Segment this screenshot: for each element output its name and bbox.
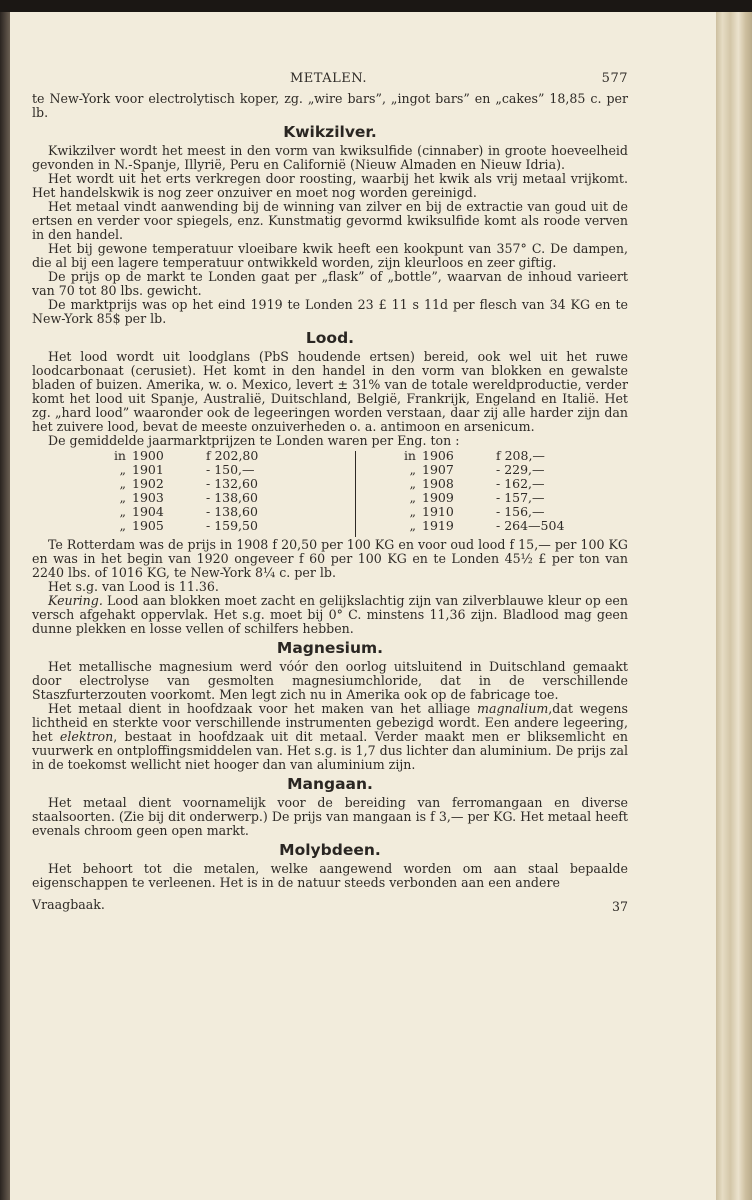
molybdeen-paragraph: Het behoort tot die metalen, welke aangewend worden om aan staal bepaalde eigenschappen te verleenen. Het is in de natuur steeds verbonden aan een andere [32, 861, 628, 890]
price-row: „ 1901 - 150,— [119, 462, 255, 477]
price-row: „ 1904 - 138,60 [119, 504, 258, 519]
price-table [32, 449, 628, 537]
page-content [32, 72, 628, 916]
price-table-intro: De gemiddelde jaarmarktprijzen te Londen waren per Eng. ton : [48, 433, 460, 448]
price-table-right-column [382, 449, 586, 533]
kwikzilver-paragraph: Het wordt uit het erts verkregen door roosting, waarbij het kwik als vrij metaal vrijkomt. Het handelskwik is nog zeer onzuiver en moet nog worden gereinigd. [32, 171, 628, 200]
mangaan-paragraph: Het metaal dient voornamelijk voor de bereiding van ferromangaan en diverse staalsoorten. (Zie bij dit onderwerp.) De prijs van mangaan is f 3,— per KG. Het metaal heeft evenals chroom geen open markt. [32, 795, 628, 838]
section-heading-mangaan: Mangaan. [287, 775, 373, 793]
price-row: „ 1907 - 229,— [409, 462, 545, 477]
price-table-left-column [92, 449, 296, 533]
price-row: „ 1905 - 159,50 [119, 518, 258, 533]
price-row: „ 1902 - 132,60 [119, 476, 258, 491]
page-number: 577 [601, 71, 628, 86]
running-title: METALEN. [290, 71, 367, 86]
kwikzilver-paragraph: De marktprijs was op het eind 1919 te Londen 23 £ 11 s 11d per flesch van 34 KG en te New-York 85$ per lb. [32, 297, 628, 326]
price-row: in 1906 f 208,— [403, 448, 545, 463]
kwikzilver-paragraph: De prijs op de markt te Londen gaat per „flask” of „bottle”, waarvan de inhoud varieert van 70 tot 80 lbs. gewicht. [32, 269, 628, 298]
price-row: „ 1908 - 162,— [409, 476, 545, 491]
kwikzilver-paragraph: Het bij gewone temperatuur vloeibare kwik heeft een kookpunt van 357° C. De dampen, die al bij een lagere temperatuur ontwikkeld worden, zijn kleurloos en zeer giftig. [32, 241, 628, 270]
lood-paragraph: Het s.g. van Lood is 11.36. [48, 579, 219, 594]
section-heading-lood: Lood. [305, 329, 355, 347]
running-header [32, 72, 628, 92]
intro-paragraph: te New-York voor electrolytisch koper, zg. „wire bars”, „ingot bars” en „cakes” 18,85 c. per lb. [32, 91, 628, 120]
page-edges [716, 12, 752, 1200]
magnesium-paragraph: Het metaal dient in hoofdzaak voor het maken van het alliage magnalium,dat wegens lichtheid en sterkte voor verschillende instrumenten gebezigd wordt. Een andere legeering, het elektron, bestaat in hoofdzaak uit dit metaal. Verder maakt men er bliksemlicht en vuurwerk en ontploffingsmiddelen van. Het s.g. is 1,7 dus lichter dan aluminium. De prijs zal in de toekomst wellicht niet hooger dan van aluminium zijn. [32, 701, 628, 772]
price-row: „ 1903 - 138,60 [119, 490, 258, 505]
keuring-text: Lood aan blokken moet zacht en gelijkslachtig zijn van zilverblauwe kleur op een versch afgehakt oppervlak. Het s.g. moet bij 0° C. minstens 11,36 zijn. Bladlood mag geen dunne plekken en losse vellen of schilfers hebben. [32, 593, 628, 636]
section-heading-molybdeen: Molybdeen. [279, 841, 381, 859]
signature-number: 37 [611, 899, 628, 914]
kwikzilver-paragraph: Kwikzilver wordt het meest in den vorm van kwiksulfide (cinnaber) in groote hoeveelheid gevonden in N.-Spanje, Illyrië, Peru en Californië (Nieuw Almaden en Nieuw Idria). [32, 143, 628, 172]
book-page [10, 12, 716, 1200]
price-table-divider [355, 451, 356, 537]
section-heading-kwikzilver: Kwikzilver. [283, 123, 377, 141]
keuring-label: Keuring. [48, 593, 103, 608]
price-row: „ 1919 - 264—504 [409, 518, 565, 533]
price-row: „ 1910 - 156,— [409, 504, 545, 519]
book-binding [0, 12, 10, 1200]
price-row: in 1900 f 202,80 [113, 448, 259, 463]
keuring-paragraph [32, 594, 628, 636]
section-heading-magnesium: Magnesium. [276, 639, 384, 657]
magnesium-paragraph: Het metallische magnesium werd vóór den oorlog uitsluitend in Duitschland gemaakt door electrolyse van gesmolten magnesiumchloride, dat in de verschillende Staszfurterzouten voorkomt. Men legt zich nu in Amerika ook op de fabricage toe. [32, 659, 628, 702]
term-elektron: elektron [59, 729, 114, 744]
price-row: „ 1909 - 157,— [409, 490, 545, 505]
kwikzilver-paragraph: Het metaal vindt aanwending bij de winning van zilver en bij de extractie van goud uit de ertsen en verder voor spiegels, enz. Kunstmatig gevormd kwiksulfide komt als roode verven in den handel. [32, 199, 628, 242]
lood-paragraph: Te Rotterdam was de prijs in 1908 f 20,50 per 100 KG en voor oud lood f 15,— per 100 KG en was in het begin van 1920 ongeveer f 60 per 100 KG en te Londen 45½ £ per ton van 2240 lbs. of 1016 KG, te New-York 8¼ c. per lb. [32, 537, 628, 580]
page-footer [32, 898, 628, 916]
lood-paragraph: Het lood wordt uit loodglans (PbS houdende ertsen) bereid, ook wel uit het ruwe loodcarbonaat (cerusiet). Het komt in den handel in den vorm van blokken en gewalste bladen of buizen. Amerika, w. o. Mexico, levert ± 31% van de totale wereldproductie, verder komt het lood uit Spanje, Australië, Duitschland, België, Frankrijk, Engeland en Italië. Het zg. „hard lood” waaronder ook de legeeringen worden verstaan, daar zij alle harder zijn dan het zuivere lood, bevat de meeste onzuiverheden o. a. antimoon en arsenicum. [32, 349, 628, 434]
term-magnalium: magnalium [477, 701, 549, 716]
signature-mark: Vraagbaak. [32, 897, 105, 912]
